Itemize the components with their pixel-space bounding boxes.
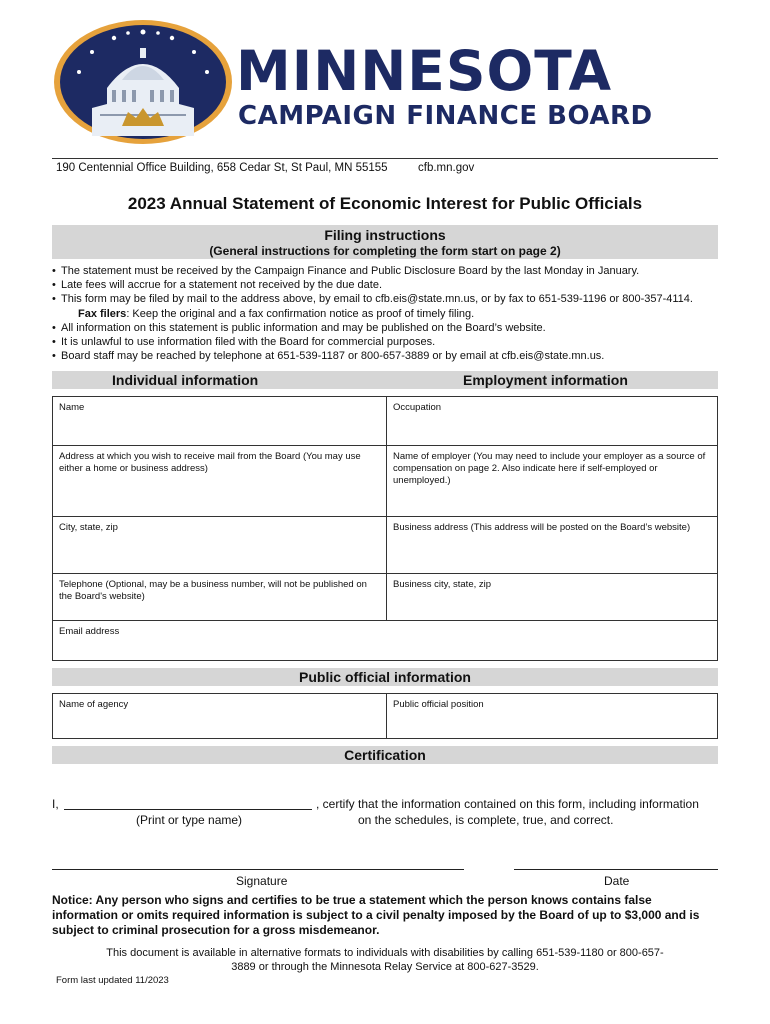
cert-prefix: I, xyxy=(52,797,59,811)
info-sections-band xyxy=(52,371,718,389)
org-subtitle: CAMPAIGN FINANCE BOARD xyxy=(238,101,653,131)
instruction-item: • Late fees will accrue for a statement not received by the due date. xyxy=(52,278,722,292)
instruction-item: • This form may be filed by mail to the address above, by email to cfb.eis@state.mn.us, or by fax to 651-539-1196 or 800-357-4114. xyxy=(52,292,722,306)
business-address-field[interactable] xyxy=(386,516,718,574)
filing-instructions-band xyxy=(52,225,718,259)
position-label: Public official position xyxy=(393,699,484,710)
instruction-item: • The statement must be received by the Campaign Finance and Public Disclosure Board by the last Monday in January. xyxy=(52,264,722,278)
mailing-address-field[interactable] xyxy=(52,445,387,517)
form-updated-date: Form last updated 11/2023 xyxy=(56,975,169,986)
email-label: Email address xyxy=(59,626,120,637)
business-city-field[interactable] xyxy=(386,573,718,621)
board-website: cfb.mn.gov xyxy=(418,162,475,174)
date-line[interactable] xyxy=(514,869,718,870)
certification-heading: Certification xyxy=(344,747,426,763)
mailing-address-label: Address at which you wish to receive mail from the Board (You may use either a home or business address) xyxy=(59,451,361,474)
filing-instructions-heading: Filing instructions xyxy=(324,227,446,243)
agency-field[interactable] xyxy=(52,693,387,739)
fax-note-label: Fax filers xyxy=(78,307,127,320)
city-state-zip-label: City, state, zip xyxy=(59,522,118,533)
print-name-line[interactable] xyxy=(64,809,312,810)
agency-label: Name of agency xyxy=(59,699,129,710)
instruction-item: • It is unlawful to use information filed with the Board for commercial purposes. xyxy=(52,335,722,349)
signature-line[interactable] xyxy=(52,869,464,870)
position-field[interactable] xyxy=(386,693,718,739)
signature-caption: Signature xyxy=(236,874,288,888)
public-official-heading: Public official information xyxy=(299,669,471,685)
print-name-caption: (Print or type name) xyxy=(136,813,243,827)
instruction-item: • All information on this statement is public information and may be published on the Board’s website. xyxy=(52,321,722,335)
email-field[interactable] xyxy=(52,620,718,661)
accessibility-statement: This document is available in alternative formats to individuals with disabilities by calling 651-539-1180 or 800-657-3889 or through the Minnesota Relay Service at 800-627-3529. xyxy=(106,947,664,973)
cert-statement-1: , certify that the information contained on this form, including information xyxy=(316,797,699,811)
form-title: 2023 Annual Statement of Economic Interest for Public Officials xyxy=(127,194,643,213)
board-seal-logo xyxy=(52,18,234,146)
board-address: 190 Centennial Office Building, 658 Cedar St, St Paul, MN 55155 xyxy=(56,162,388,174)
occupation-label: Occupation xyxy=(393,402,442,413)
name-field-label: Name xyxy=(59,402,85,413)
telephone-label: Telephone (Optional, may be a business number, will not be published on the Board's website) xyxy=(59,579,367,602)
business-city-label: Business city, state, zip xyxy=(393,579,492,590)
telephone-field[interactable] xyxy=(52,573,387,621)
fax-note-text: : Keep the original and a fax confirmation notice as proof of timely filing. xyxy=(126,307,475,320)
filing-instructions-subheading: (General instructions for completing the form start on page 2) xyxy=(209,244,561,258)
employer-label: Name of employer (You may need to include your employer as a source of compensation on page 2. Also indicate here if self-employed or unemployed.) xyxy=(393,451,706,486)
business-address-label: Business address (This address will be posted on the Board’s website) xyxy=(393,522,691,533)
fax-note xyxy=(52,307,722,321)
name-field[interactable] xyxy=(52,396,387,446)
employment-info-heading: Employment information xyxy=(463,372,628,388)
certification-band xyxy=(52,746,718,764)
filing-instructions-list xyxy=(52,264,722,363)
occupation-field[interactable] xyxy=(386,396,718,446)
city-state-zip-field[interactable] xyxy=(52,516,387,574)
date-caption: Date xyxy=(604,874,630,888)
individual-info-heading: Individual information xyxy=(112,372,259,388)
legal-notice: Notice: Any person who signs and certifies to be true a statement which the person knows contains false information or omits required information is subject to a civil penalty imposed by the Board of up to $3,000 and is subject to criminal prosecution for a gross misdemeanor. xyxy=(52,893,700,937)
org-name: MINNESOTA xyxy=(236,39,613,103)
instruction-item: • Board staff may be reached by telephone at 651-539-1187 or 800-657-3889 or by email at cfb.eis@state.mn.us. xyxy=(52,349,722,363)
employer-field[interactable] xyxy=(386,445,718,517)
public-official-band xyxy=(52,668,718,686)
cert-statement-2: on the schedules, is complete, true, and correct. xyxy=(358,813,614,827)
header-divider xyxy=(52,158,718,159)
